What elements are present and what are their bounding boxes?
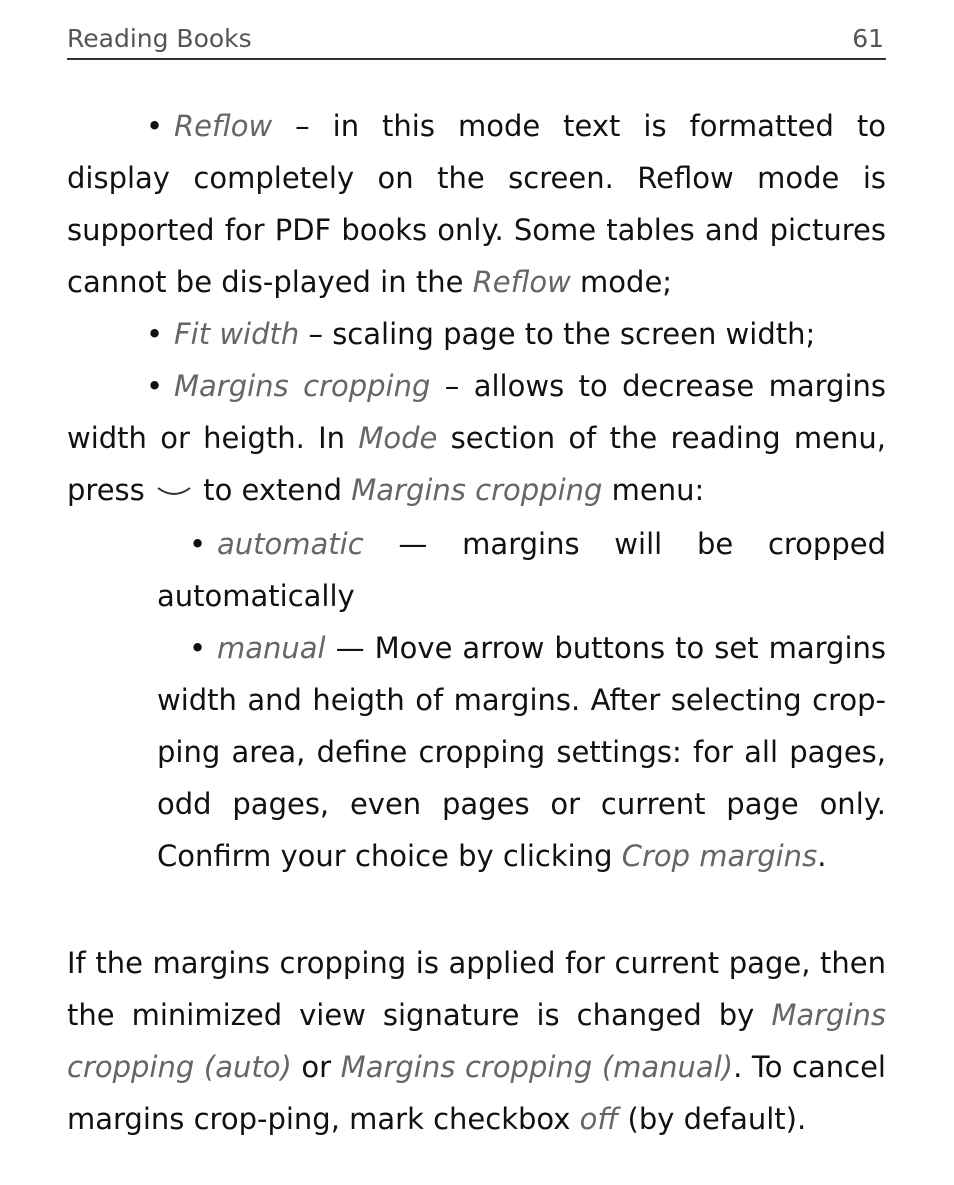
bullet-text: – allows to decrease margins width or heigth. In [67, 369, 886, 455]
bullet-dot: • [146, 369, 164, 403]
sub-bullet-automatic [157, 518, 886, 622]
term-margins-cropping-manual: Margins cropping (manual) [340, 1050, 734, 1084]
bullet-fit-width [67, 308, 886, 360]
term-mode: Mode [358, 421, 438, 455]
term-automatic: automatic [217, 527, 364, 561]
closing-text-3: . To cancel margins crop-ping, mark checkbox [67, 1050, 886, 1136]
term-reflow: Reflow [174, 109, 273, 143]
term-margins-cropping-auto: Margins cropping (auto) [67, 998, 886, 1084]
sub-bullet-text: — margins will be cropped automatically [157, 527, 886, 613]
bullet-dot: • [189, 631, 207, 665]
term-margins-cropping-menu: Margins cropping [351, 473, 603, 507]
page-number: 61 [852, 24, 884, 53]
bullet-reflow [67, 100, 886, 308]
term-crop-margins: Crop margins [621, 839, 818, 873]
term-fit-width: Fit width [174, 317, 300, 351]
bullet-dot: • [146, 317, 164, 351]
chapter-title: Reading Books [67, 24, 252, 53]
closing-text-2: or [291, 1050, 341, 1084]
page-header [67, 24, 886, 60]
chevron-down-icon [154, 480, 194, 504]
bullet-text: – scaling page to the screen width; [299, 317, 816, 351]
sub-bullet-manual [157, 622, 886, 882]
closing-text-1: If the margins cropping is applied for current page, then the minimized view signature is changed by [67, 946, 886, 1032]
bullet-text-end: mode; [570, 265, 673, 299]
closing-paragraph [67, 937, 886, 1145]
term-manual: manual [217, 631, 326, 665]
bullet-text-extend: to extend [193, 473, 352, 507]
sub-bullet-text-end: . [817, 839, 827, 873]
bullet-margins-cropping [67, 360, 886, 516]
bullet-text: – in this mode text is formatted to display completely on the screen. Reflow mode is supported for PDF books only. Some tables and pictures cannot be dis-played in the [67, 109, 886, 299]
bullet-text-middle: section of the reading menu, press [67, 421, 887, 507]
term-margins-cropping: Margins cropping [174, 369, 431, 403]
bullet-dot: • [189, 527, 207, 561]
document-page [67, 0, 886, 1185]
closing-text-4: (by default). [618, 1102, 807, 1136]
term-off: off [579, 1102, 619, 1136]
sub-bullet-text: — Move arrow buttons to set margins width and heigth of margins. After selecting crop-ping area, define cropping settings: for all pages, odd pages, even pages or current page only. Confirm your choice by clicking [157, 631, 886, 873]
bullet-text-end: menu: [602, 473, 705, 507]
term-reflow-inline: Reflow [472, 265, 571, 299]
bullet-dot: • [146, 109, 164, 143]
